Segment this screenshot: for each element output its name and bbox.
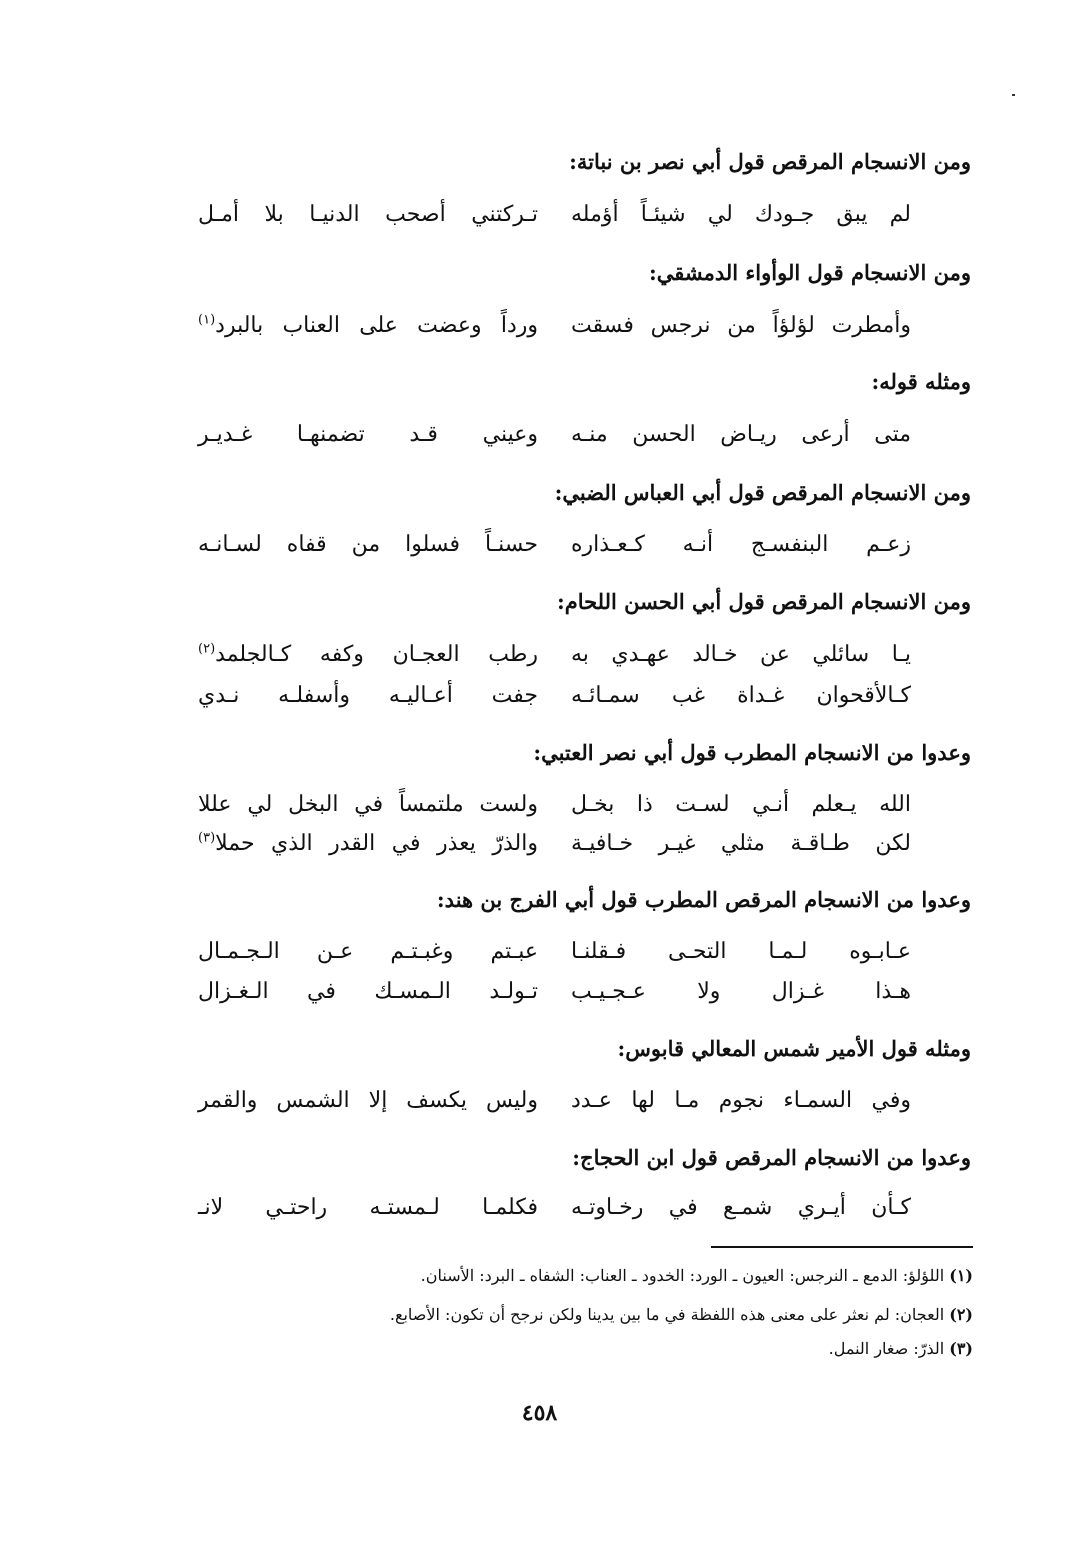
verse-first-hemistich: زعـم البنفسـج أنـه كـعـذاره	[571, 532, 911, 557]
intro-line: وعدوا من الانسجام المرقص قول ابن الحجاج:	[572, 1145, 971, 1170]
verse-second-hemistich: فكلمـا لـمستـه راحتـي لانـ	[198, 1195, 538, 1220]
page-number: ٤٥٨	[521, 1400, 558, 1426]
verse-first-hemistich: متى أرعى ريـاض الحسن منـه	[571, 422, 911, 447]
intro-line: ومن الانسجام المرقص قول أبي العباس الضبي:	[554, 480, 971, 505]
verse-second-hemistich: عبـتم وغبـتـم عـن الـجـمـال	[198, 939, 538, 964]
verse-second-hemistich: وليس يكسف إلا الشمس والقمر	[198, 1088, 538, 1113]
verse-second-hemistich	[198, 638, 538, 672]
verse-line	[0, 935, 1079, 969]
verse-line	[0, 827, 1079, 861]
footnote-text: الذرّ: صغار النمل.	[828, 1339, 945, 1358]
scan-speck	[1012, 94, 1015, 96]
footnote	[421, 1264, 973, 1288]
footnote-number: (٣)	[949, 1339, 973, 1358]
verse-first-hemistich: يـا سائلي عن خـالد عهـدي به	[571, 642, 911, 667]
verse-line	[0, 418, 1079, 452]
verse-second-hemistich	[198, 827, 538, 861]
verse-first-hemistich: لكن طـاقـة مثلي غيـر خـافيـة	[571, 831, 911, 856]
footnote	[390, 1303, 973, 1327]
footnote-number: (٢)	[949, 1305, 973, 1324]
footnote-reference: (٣)	[198, 830, 216, 846]
intro-line: وعدوا من الانسجام المرقص المطرب قول أبي الفرج بن هند:	[436, 887, 971, 912]
verse-second-text: والذرّ يعذر في القدر الذي حملا	[215, 831, 538, 856]
verse-line	[0, 975, 1079, 1009]
intro-line: ومن الانسجام المرقص قول أبي نصر بن نباتة:	[569, 149, 971, 174]
verse-second-hemistich: تـولـد الـمسـك في الـغـزال	[198, 979, 538, 1004]
intro-line: ومثله قول الأمير شمس المعالي قابوس:	[617, 1036, 971, 1061]
verse-line	[0, 679, 1079, 713]
verse-first-hemistich: كـالأقحوان غـداة غب سمـائـه	[571, 683, 911, 708]
verse-second-hemistich: تـركتني أصحب الدنيـا بلا أمـل	[198, 202, 538, 227]
verse-second-text: ورداً وعضت على العناب بالبرد	[215, 313, 538, 338]
footnote-separator	[711, 1246, 973, 1248]
verse-first-hemistich: كـأن أيـري شمـع في رخـاوتـه	[571, 1195, 911, 1220]
verse-line	[0, 528, 1079, 562]
footnote-text: اللؤلؤ: الدمع ـ النرجس: العيون ـ الورد: الخدود ـ العناب: الشفاه ـ البرد: الأسنان.	[420, 1266, 945, 1285]
verse-first-hemistich: وأمطرت لؤلؤاً من نرجس فسقت	[571, 313, 911, 338]
footnote-reference: (١)	[198, 312, 216, 328]
footnote-number: (١)	[949, 1266, 973, 1285]
verse-second-hemistich: حسنـاً فسلوا من قفاه لسـانـه	[198, 532, 538, 557]
verse-second-hemistich	[198, 309, 538, 343]
footnote-text: العجان: لم نعثر على معنى هذه اللفظة في ما بين يدينا ولكن نرجح أن تكون: الأصابع.	[389, 1305, 945, 1324]
verse-second-hemistich: جفت أعـاليـه وأسفلـه نـدي	[198, 683, 538, 708]
verse-first-hemistich: هـذا غـزال ولا عـجـيـب	[571, 979, 911, 1004]
verse-second-hemistich: ولست ملتمساً في البخل لي عللا	[198, 792, 538, 817]
footnote-reference: (٢)	[198, 641, 216, 657]
verse-line	[0, 309, 1079, 343]
footnote	[829, 1337, 973, 1361]
verse-line	[0, 638, 1079, 672]
verse-line	[0, 198, 1079, 232]
verse-line	[0, 1191, 1079, 1225]
verse-second-text: رطب العجـان وكفه كـالجلمد	[215, 642, 538, 667]
verse-first-hemistich: وفي السمـاء نجوم مـا لها عـدد	[571, 1088, 911, 1113]
verse-line	[0, 1084, 1079, 1118]
intro-line: ومن الانسجام قول الوأواء الدمشقي:	[649, 260, 971, 285]
intro-line: ومثله قوله:	[871, 369, 971, 394]
verse-line	[0, 788, 1079, 822]
verse-first-hemistich: لم يبق جـودك لي شيئـاً أؤمله	[571, 202, 911, 227]
verse-first-hemistich: الله يـعلم أنـي لسـت ذا بخـل	[571, 792, 911, 817]
verse-first-hemistich: عـابـوه لـمـا التحـى فـقلنـا	[571, 939, 911, 964]
verse-second-hemistich: وعيني قـد تضمنهـا غـديـر	[198, 422, 538, 447]
intro-line: وعدوا من الانسجام المطرب قول أبي نصر العتبي:	[533, 740, 971, 765]
intro-line: ومن الانسجام المرقص قول أبي الحسن اللحام:	[556, 589, 971, 614]
